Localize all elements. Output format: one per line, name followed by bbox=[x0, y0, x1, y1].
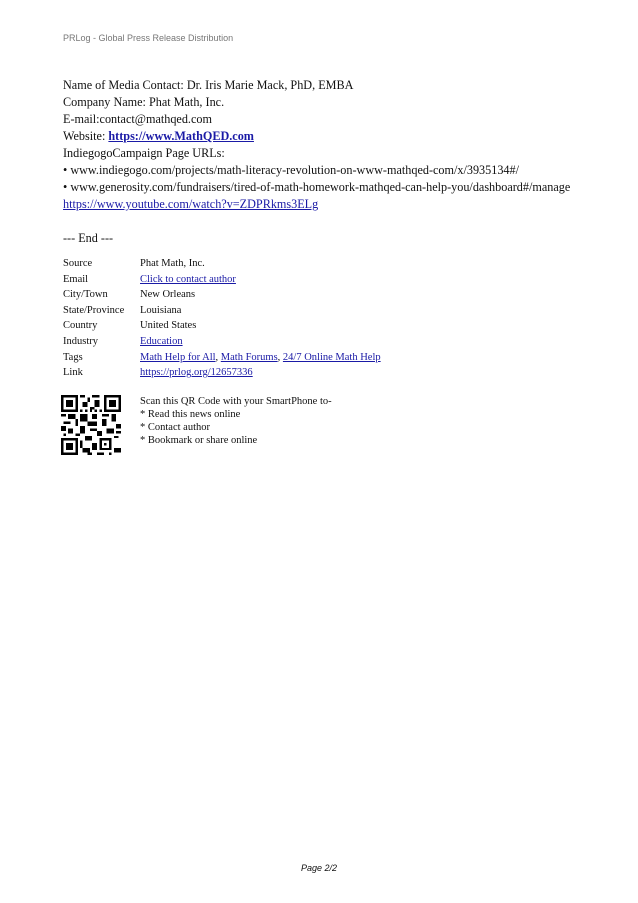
qr-line-2: * Read this news online bbox=[140, 409, 241, 420]
city-value: New Orleans bbox=[140, 289, 196, 301]
table-row bbox=[63, 320, 381, 336]
link-label: Link bbox=[63, 367, 83, 379]
page-number: Page 2/2 bbox=[300, 863, 338, 873]
country-label: Country bbox=[63, 320, 98, 332]
contact-block bbox=[63, 77, 570, 196]
campaign-url-2: • www.generosity.com/fundraisers/tired-of-math-homework-mathqed-can-help-you/dashboard#/manage bbox=[63, 180, 571, 194]
qr-line-4: * Bookmark or share online bbox=[140, 435, 258, 446]
qr-instructions bbox=[140, 395, 332, 447]
tags-label: Tags bbox=[63, 351, 83, 363]
state-label: State/Province bbox=[63, 304, 125, 316]
qr-line-3: * Contact author bbox=[140, 422, 210, 433]
state-value: Louisiana bbox=[140, 304, 182, 316]
website-line bbox=[63, 128, 570, 145]
website-label: Website: bbox=[63, 129, 109, 143]
youtube-line bbox=[63, 197, 318, 212]
industry-label: Industry bbox=[63, 335, 98, 347]
youtube-link[interactable]: https://www.youtube.com/watch?v=ZDPRkms3ELg bbox=[63, 197, 319, 211]
qr-line-1: Scan this QR Code with your SmartPhone to- bbox=[140, 396, 332, 407]
table-row: Tags Math Help for All, Math Forums, 24/7 Online Math Help bbox=[63, 352, 381, 368]
industry-link[interactable]: Education bbox=[140, 335, 183, 347]
media-contact: Name of Media Contact: Dr. Iris Marie Mack, PhD, EMBA bbox=[63, 78, 354, 92]
tag-link-1[interactable]: Math Help for All bbox=[140, 351, 216, 363]
page-header: PRLog - Global Press Release Distribution bbox=[63, 33, 234, 43]
source-value: Phat Math, Inc. bbox=[140, 258, 205, 269]
contact-author-link[interactable]: Click to contact author bbox=[140, 273, 236, 285]
city-label: City/Town bbox=[63, 289, 108, 301]
metadata-table bbox=[63, 258, 381, 383]
table-row bbox=[63, 336, 381, 352]
country-value: United States bbox=[140, 320, 197, 332]
campaign-label: IndiegogoCampaign Page URLs: bbox=[63, 146, 225, 160]
table-row bbox=[63, 258, 381, 274]
table-row bbox=[63, 289, 381, 305]
tag-link-3[interactable]: 24/7 Online Math Help bbox=[282, 351, 381, 363]
prlog-link[interactable]: https://prlog.org/12657336 bbox=[140, 367, 253, 379]
tag-link-2[interactable]: Math Forums bbox=[220, 351, 278, 363]
email-label: Email bbox=[63, 273, 89, 285]
company-name: Company Name: Phat Math, Inc. bbox=[63, 95, 225, 109]
contact-email: E-mail:contact@mathqed.com bbox=[63, 112, 212, 126]
end-marker: --- End --- bbox=[63, 231, 114, 245]
website-link[interactable]: https://www.MathQED.com bbox=[108, 129, 254, 143]
campaign-url-1: • www.indiegogo.com/projects/math-literacy-revolution-on-www-mathqed-com/x/3935134#/ bbox=[63, 163, 519, 177]
table-row bbox=[63, 274, 381, 290]
table-row bbox=[63, 305, 381, 321]
source-label: Source bbox=[63, 258, 93, 269]
qr-code[interactable] bbox=[61, 395, 121, 455]
table-row bbox=[63, 367, 381, 383]
